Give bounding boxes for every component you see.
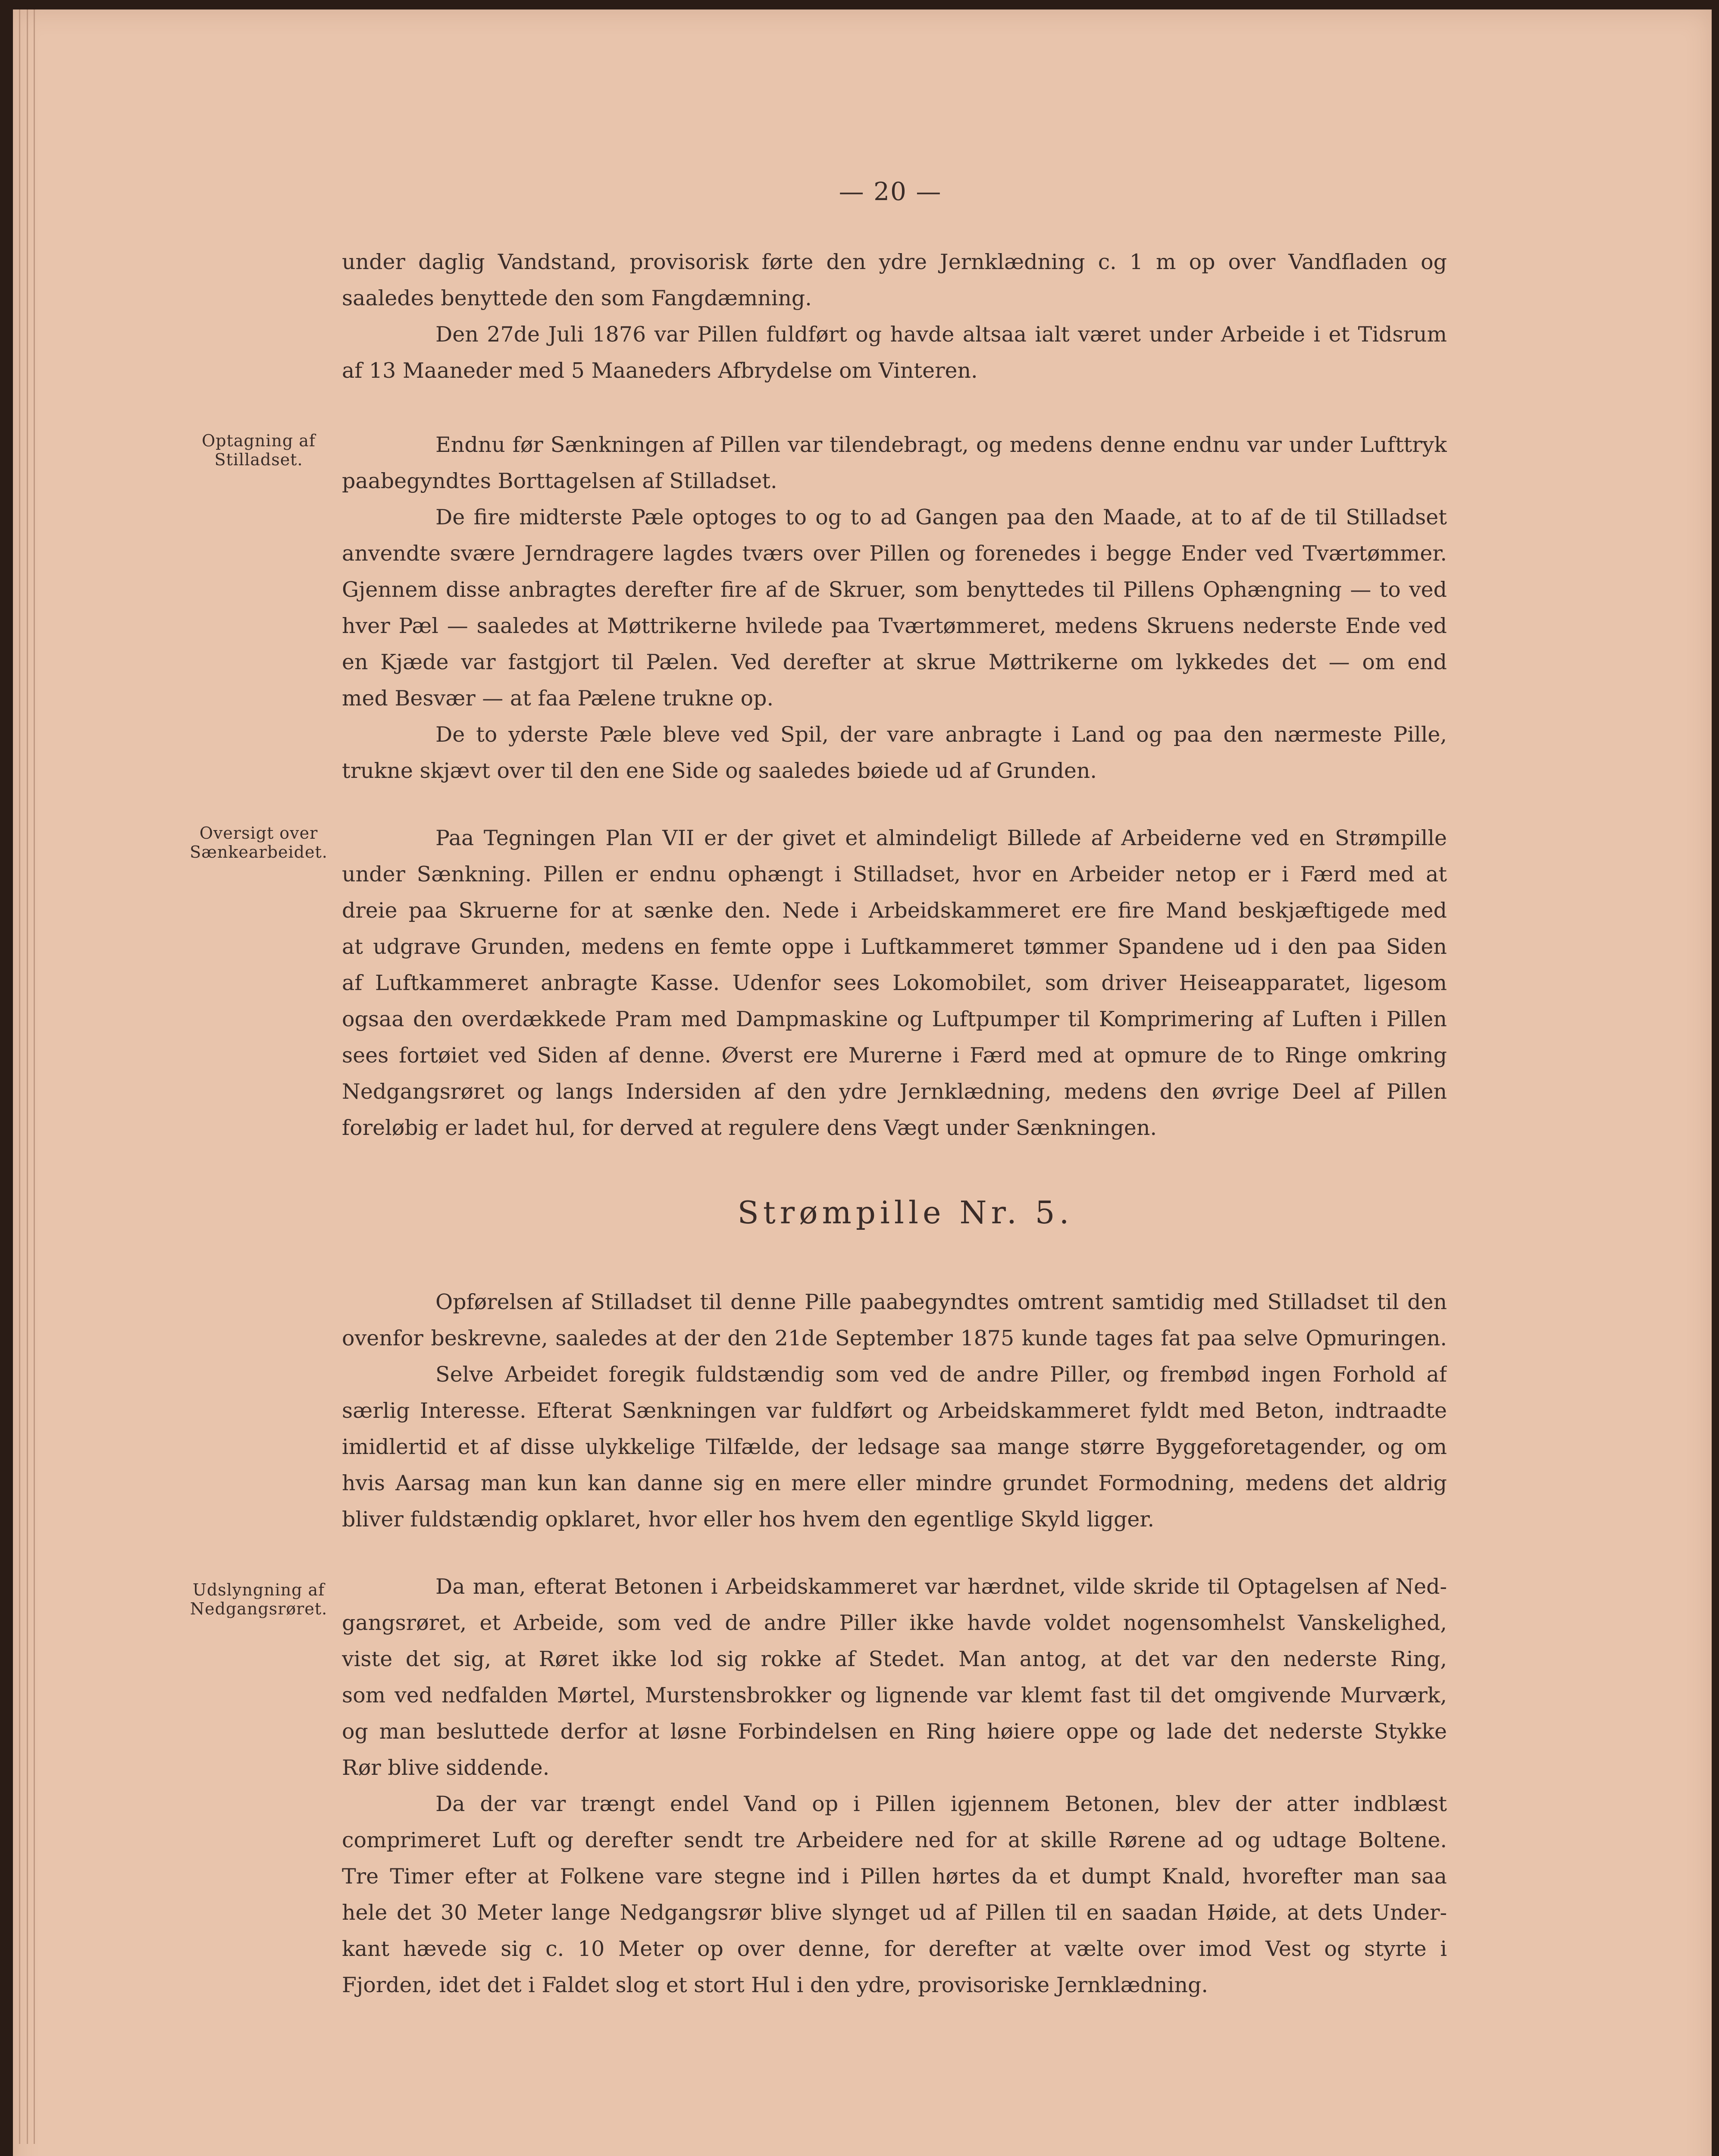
side-note-line: Optagning af <box>202 431 316 450</box>
text-line: De fire midterste Pæle optoges to og to ad Gangen paa den Maade, at to af de til Stilladset <box>435 505 1447 530</box>
text-line: Fjorden, idet det i Faldet slog et stort Hul i den ydre, provisoriske Jernklædning. <box>342 1973 1208 1997</box>
text-line: med Besvær — at faa Pælene trukne op. <box>342 686 774 711</box>
text-line: imidlertid et af disse ulykkelige Tilfælde, der ledsage saa mange større Byggeforetagender, og om <box>342 1435 1447 1459</box>
text-line: Gjennem disse anbragtes derefter fire af de Skruer, som benyttedes til Pillens Ophængning — to ved <box>342 577 1447 602</box>
side-note-line: Sænkearbeidet. <box>190 843 328 862</box>
text-line: at udgrave Grunden, medens en femte oppe i Luftkammeret tømmer Spandene ud i den paa Siden <box>342 934 1447 959</box>
text-line: viste det sig, at Røret ikke lod sig rokke af Stedet. Man antog, at det var den nederste Ring, <box>342 1647 1447 1671</box>
side-note-line: Stilladset. <box>214 450 303 469</box>
text-line: Paa Tegningen Plan VII er der givet et almindeligt Billede af Arbeiderne ved en Strømpille <box>435 826 1447 850</box>
side-note-line: Udslyngning af <box>192 1580 325 1599</box>
text-line: hver Pæl — saaledes at Møttrikerne hvilede paa Tværtømmeret, medens Skruens nederste Ende ved <box>342 614 1447 638</box>
text-line: trukne skjævt over til den ene Side og saaledes bøiede ud af Grunden. <box>342 758 1097 783</box>
text-line: sees fortøiet ved Siden af denne. Øverst ere Murerne i Færd med at opmure de to Ringe omkring <box>342 1043 1447 1068</box>
text-line: ogsaa den overdækkede Pram med Dampmaskine og Luftpumper til Komprimering af Luften i Pillen <box>342 1007 1447 1031</box>
text-line: hele det 30 Meter lange Nedgangsrør blive slynget ud af Pillen til en saadan Høide, at dets Under- <box>342 1900 1447 1925</box>
text-line: gangsrøret, et Arbeide, som ved de andre Piller ikke havde voldet nogensomhelst Vanskelighed, <box>342 1611 1447 1635</box>
side-note <box>168 824 349 862</box>
text-line: foreløbig er ladet hul, for derved at regulere dens Vægt under Sænkningen. <box>342 1116 1157 1140</box>
text-line: og man besluttede derfor at løsne Forbindelsen en Ring høiere oppe og lade det nederste Stykke <box>342 1719 1447 1744</box>
text-line: comprimeret Luft og derefter sendt tre Arbeidere ned for at skille Rørene ad og udtage Boltene. <box>342 1828 1447 1852</box>
text-line: Da der var trængt endel Vand op i Pillen igjennem Betonen, blev der atter indblæst <box>435 1792 1447 1816</box>
side-note <box>168 431 349 469</box>
section-heading: Strømpille Nr. 5. <box>737 1194 1074 1231</box>
text-line: dreie paa Skruerne for at sænke den. Nede i Arbeidskammeret ere fire Mand beskjæftigede med <box>342 898 1447 923</box>
side-note-line: Oversigt over <box>199 824 318 843</box>
text-line: Tre Timer efter at Folkene vare stegne ind i Pillen hørtes da et dumpt Knald, hvorefter man saa <box>342 1864 1447 1889</box>
text-line: Opførelsen af Stilladset til denne Pille paabegyndtes omtrent samtidig med Stilladset til den <box>435 1290 1447 1314</box>
text-line: anvendte svære Jerndragere lagdes tværs over Pillen og forenedes i begge Ender ved Tværtømmer. <box>342 541 1447 566</box>
side-note-line: Nedgangsrøret. <box>190 1599 328 1618</box>
text-line: en Kjæde var fastgjort til Pælen. Ved derefter at skrue Møttrikerne om lykkedes det — om end <box>342 650 1447 674</box>
text-line: under daglig Vandstand, provisorisk førte den ydre Jernklædning c. 1 m op over Vandfladen og <box>342 250 1447 274</box>
text-line: af Luftkammeret anbragte Kasse. Udenfor sees Lokomobilet, som driver Heiseapparatet, ligesom <box>342 971 1447 995</box>
text-line: som ved nedfalden Mørtel, Murstensbrokker og lignende var klemt fast til det omgivende Murværk, <box>342 1683 1447 1708</box>
side-note <box>168 1580 349 1618</box>
text-line: kant hævede sig c. 10 Meter op over denne, for derefter at vælte over imod Vest og styrte i <box>342 1937 1447 1961</box>
text-line: Nedgangsrøret og langs Indersiden af den ydre Jernklædning, medens den øvrige Deel af Pillen <box>342 1079 1447 1104</box>
text-line: under Sænkning. Pillen er endnu ophængt i Stilladset, hvor en Arbeider netop er i Færd med at <box>342 862 1447 887</box>
text-line: saaledes benyttede den som Fangdæmning. <box>342 286 812 310</box>
text-line: Da man, efterat Betonen i Arbeidskammeret var hærdnet, vilde skride til Optagelsen af Ned- <box>435 1574 1447 1599</box>
text-line: særlig Interesse. Efterat Sænkningen var fuldført og Arbeidskammeret fyldt med Beton, indtraadte <box>342 1398 1447 1423</box>
text-line: bliver fuldstændig opklaret, hvor eller hos hvem den egentlige Skyld ligger. <box>342 1507 1155 1532</box>
page-edge <box>19 9 20 2144</box>
page-edge <box>34 9 35 2144</box>
text-line: af 13 Maaneder med 5 Maaneders Afbrydelse om Vinteren. <box>342 358 978 383</box>
text-line: De to yderste Pæle bleve ved Spil, der vare anbragte i Land og paa den nærmeste Pille, <box>435 722 1447 747</box>
page-edge <box>27 9 28 2144</box>
text-line: Den 27de Juli 1876 var Pillen fuldført og havde altsaa ialt været under Arbeide i et Tidsrum <box>435 322 1447 347</box>
text-line: Selve Arbeidet foregik fuldstændig som ved de andre Piller, og frembød ingen Forhold af <box>435 1362 1447 1387</box>
text-line: paabegyndtes Borttagelsen af Stilladset. <box>342 469 777 493</box>
text-line: Endnu før Sænkningen af Pillen var tilendebragt, og medens denne endnu var under Lufttryk <box>435 432 1447 457</box>
text-line: ovenfor beskrevne, saaledes at der den 21de September 1875 kunde tages fat paa selve Opmuringen. <box>342 1326 1447 1351</box>
page-number: — 20 — <box>839 177 942 206</box>
text-line: Rør blive siddende. <box>342 1755 550 1780</box>
text-line: hvis Aarsag man kun kan danne sig en mere eller mindre grundet Formodning, medens det aldrig <box>342 1471 1447 1495</box>
